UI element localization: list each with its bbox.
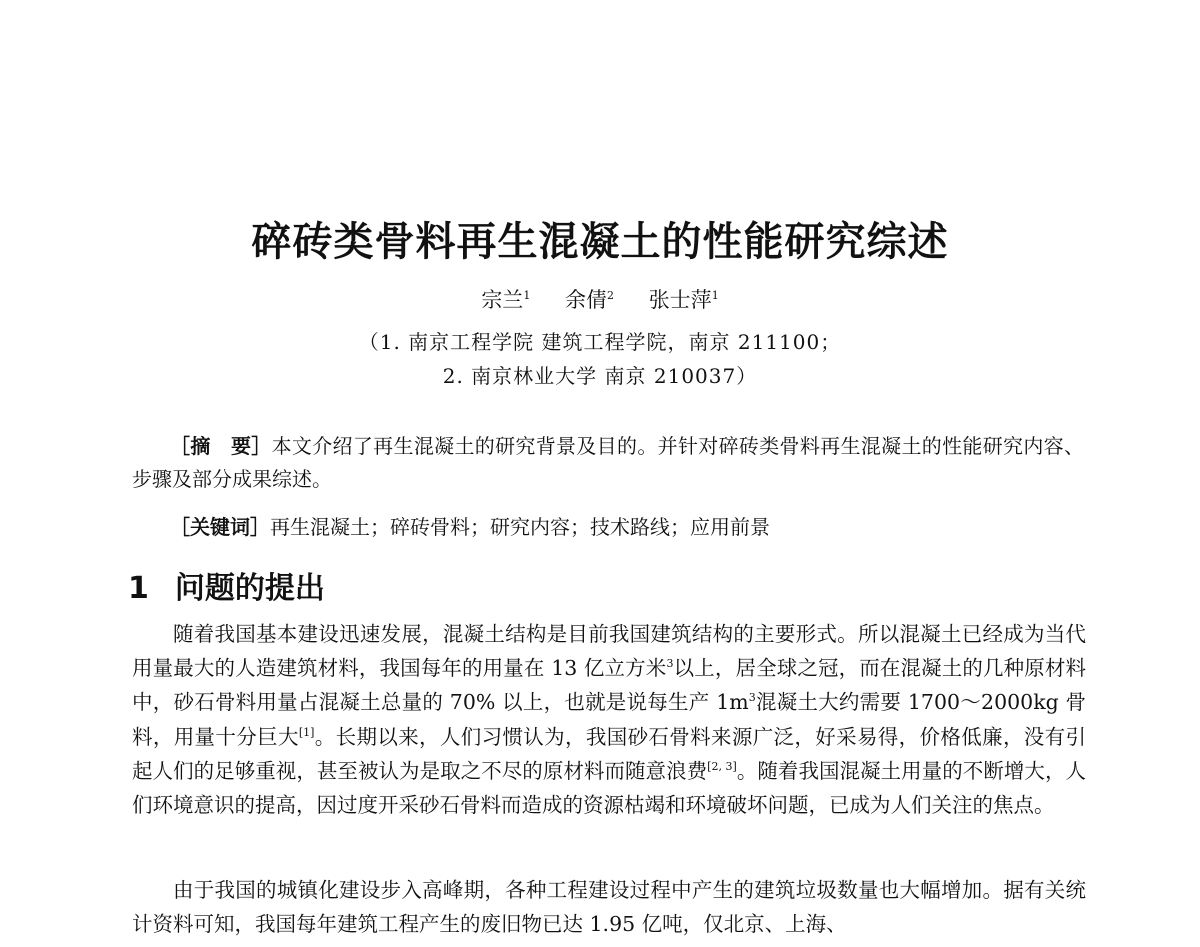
paragraph-text: 混凝土大约需要 1700～2000kg 骨料，用量十分巨大	[132, 690, 1086, 749]
author-name: 余倩	[565, 288, 607, 312]
section-title: 问题的提出	[174, 571, 325, 606]
author	[649, 288, 719, 312]
abstract-text: 本文介绍了再生混凝土的研究背景及目的。并针对碎砖类骨料再生混凝土的性能研究内容、步骤及部分成果综述。	[132, 434, 1085, 491]
section-number: 1	[128, 571, 149, 606]
author-affiliation-mark: 1	[711, 289, 719, 302]
abstract	[132, 430, 1084, 496]
author-name: 宗兰	[481, 288, 524, 312]
author-list	[0, 284, 1200, 314]
affiliation-line: 2. 南京林业大学 南京 210037）	[442, 364, 758, 388]
affiliation-line: （1. 南京工程学院 建筑工程学院，南京 211100；	[358, 330, 842, 354]
keywords-label: ［关键词］	[170, 515, 270, 539]
body-paragraph	[132, 617, 1086, 822]
author-name: 张士萍	[648, 288, 712, 312]
paragraph-text: 随着我国基本建设迅速发展，混凝土结构是目前我国建筑结构的主要形式。所以混凝土已经成为当代用量最大的人造建筑材料，我国每年的用量在 13 亿立方米	[132, 622, 1086, 681]
author-affiliation-mark: 1	[523, 289, 531, 302]
author-affiliation-mark: 2	[607, 289, 614, 302]
paragraph-text: 以上，居全球之冠，而在混凝土的几种原材料中，砂石骨料用量占混凝土总量的 70% 以上，也就是说每生产 1m	[132, 656, 1086, 715]
paragraph-text: 。长期以来，人们习惯认为，我国砂石骨料来源广泛，好采易得，价格低廉，没有引起人们的足够重视，甚至被认为是取之不尽的原材料而随意浪费	[132, 724, 1086, 783]
author	[565, 288, 614, 312]
citation-ref: 3	[666, 657, 674, 671]
paper-title: 碎砖类骨料再生混凝土的性能研究综述	[251, 219, 949, 265]
paragraph-text: 。随着我国混凝土用量的不断增大，人们环境意识的提高，因过度开采砂石骨料而造成的资源枯竭和环境破坏问题，已成为人们关注的焦点。	[132, 758, 1087, 818]
author	[481, 288, 530, 312]
keywords	[170, 511, 770, 540]
unit-superscript: 3	[748, 691, 756, 705]
section-heading	[128, 563, 325, 607]
citation-ref: [1]	[298, 725, 315, 739]
citation-ref: [2, 3]	[707, 759, 737, 773]
keywords-text: 再生混凝土；碎砖骨料；研究内容；技术路线；应用前景	[270, 515, 770, 539]
abstract-label: ［摘 要］	[170, 434, 272, 458]
body-paragraph: 由于我国的城镇化建设步入高峰期，各种工程建设过程中产生的建筑垃圾数量也大幅增加。据有关统计资料可知，我国每年建筑工程产生的废旧物已达 1.95 亿吨，仅北京、上海、	[132, 878, 1086, 937]
